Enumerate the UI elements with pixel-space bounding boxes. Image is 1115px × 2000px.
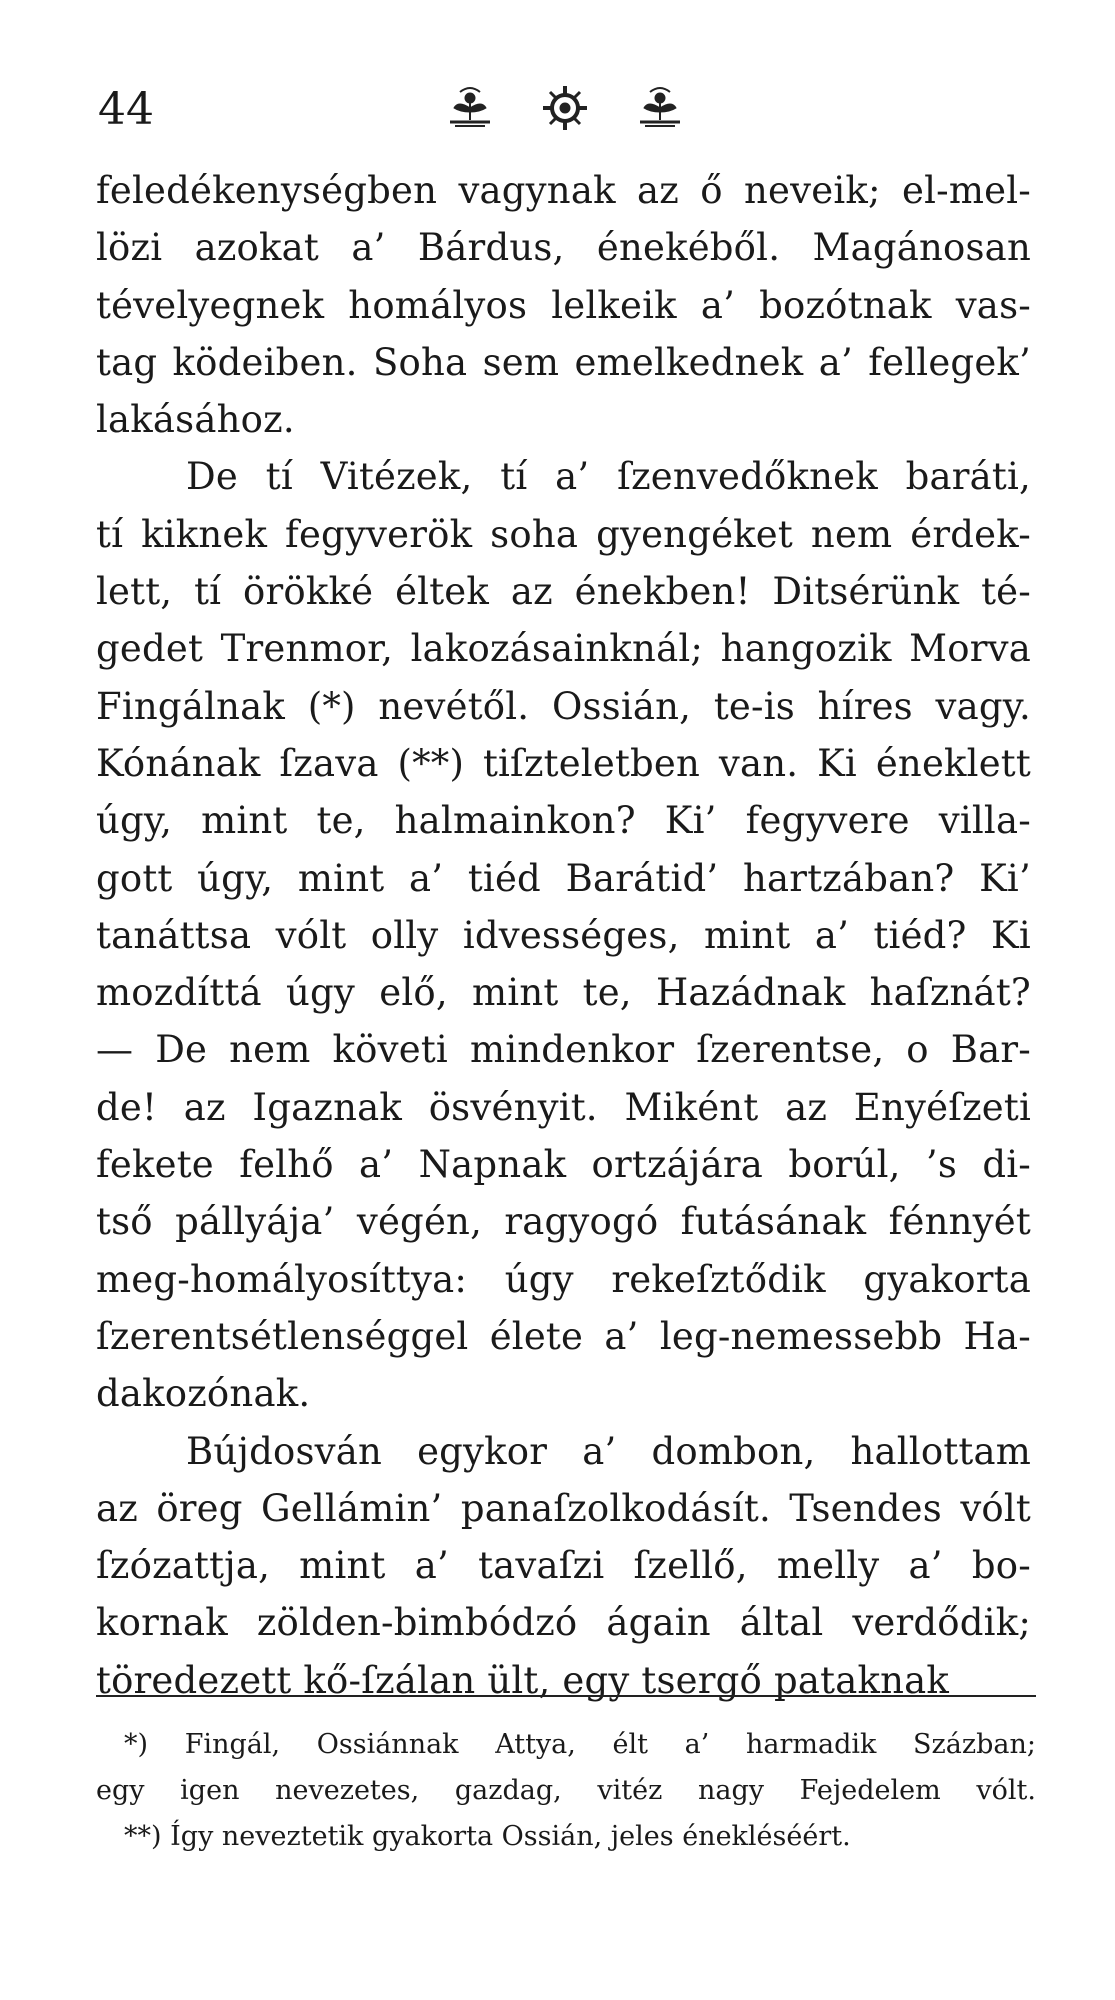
main-text bbox=[96, 162, 1031, 1709]
text-line: Kónának ſzava (**) tiſzteletben van. Ki éneklett bbox=[96, 741, 1031, 785]
footnote-line: **) Így neveztetik gyakorta Ossián, jeles énekléséért. bbox=[124, 1821, 851, 1852]
text-line: De tí Vitézek, tí a’ ſzenvedőknek baráti, bbox=[186, 455, 1031, 499]
text-line: gedet Trenmor, lakozásainknál; hangozik Morva bbox=[96, 627, 1031, 671]
footnotes bbox=[96, 1722, 1036, 1860]
text-line: tanáttsa vólt olly idvességes, mint a’ tiéd? Ki bbox=[96, 913, 1031, 957]
text-line: ſzózattja, mint a’ tavaſzi ſzellő, melly a’ bo- bbox=[96, 1544, 1031, 1588]
text-line: feledékenységben vagynak az ő neveik; el-mel- bbox=[96, 169, 1031, 212]
text-line: tső pállyája’ végén, ragyogó futásának fénnyét bbox=[96, 1200, 1031, 1244]
text-line: az öreg Gellámin’ panaſzolkodásít. Tsendes vólt bbox=[96, 1486, 1031, 1530]
text-line: meg-homályosíttya: úgy rekeſztődik gyakorta bbox=[96, 1257, 1031, 1301]
text-line: lett, tí örökké éltek az énekben! Ditsérünk té- bbox=[96, 570, 1031, 614]
text-line: tí kiknek fegyverök soha gyengéket nem érdek- bbox=[96, 512, 1031, 556]
text-line: úgy, mint te, halmainkon? Ki’ fegyvere villa- bbox=[96, 799, 1031, 843]
text-line: kornak zölden-bimbódzó ágain által verdődik; bbox=[96, 1601, 1031, 1645]
text-line: lözi azokat a’ Bárdus, énekéből. Magánosan bbox=[96, 226, 1031, 270]
text-line: Bújdosván egykor a’ dombon, hallottam bbox=[186, 1429, 1031, 1473]
text-line: tag ködeiben. Soha sem emelkednek a’ fellegek’ bbox=[96, 340, 1031, 384]
footnote-rule bbox=[96, 1695, 1036, 1697]
text-line: Fingálnak (*) nevétől. Ossián, te-is híres vagy. bbox=[96, 684, 1031, 728]
footnote-line: egy igen nevezetes, gazdag, vitéz nagy Fejedelem vólt. bbox=[96, 1775, 1036, 1806]
text-line: fekete felhő a’ Napnak ortzájára borúl, ’s di- bbox=[96, 1143, 1031, 1187]
text-line: ſzerentsétlenséggel élete a’ leg-nemessebb Ha- bbox=[96, 1314, 1031, 1358]
fleuron-ornament-icon bbox=[430, 82, 700, 134]
text-line: lakásához. bbox=[96, 398, 295, 442]
text-line: dakozónak. bbox=[96, 1372, 311, 1416]
text-line: töredezett kő-ſzálan ült, egy tsergő pataknak bbox=[96, 1658, 949, 1702]
text-line: gott úgy, mint a’ tiéd Barátid’ hartzában? Ki’ bbox=[96, 856, 1031, 900]
footnote-line: *) Fingál, Ossiánnak Attya, élt a’ harmadik Százban; bbox=[124, 1729, 1036, 1760]
text-line: — De nem követi mindenkor ſzerentse, o Bar- bbox=[96, 1028, 1031, 1072]
text-line: mozdíttá úgy elő, mint te, Hazádnak haſznát? bbox=[96, 971, 1031, 1015]
text-line: de! az Igaznak ösvényit. Miként az Enyéſzeti bbox=[96, 1085, 1031, 1129]
page-number: 44 bbox=[98, 84, 154, 135]
text-line: tévelyegnek homályos lelkeik a’ bozótnak vas- bbox=[96, 283, 1031, 327]
